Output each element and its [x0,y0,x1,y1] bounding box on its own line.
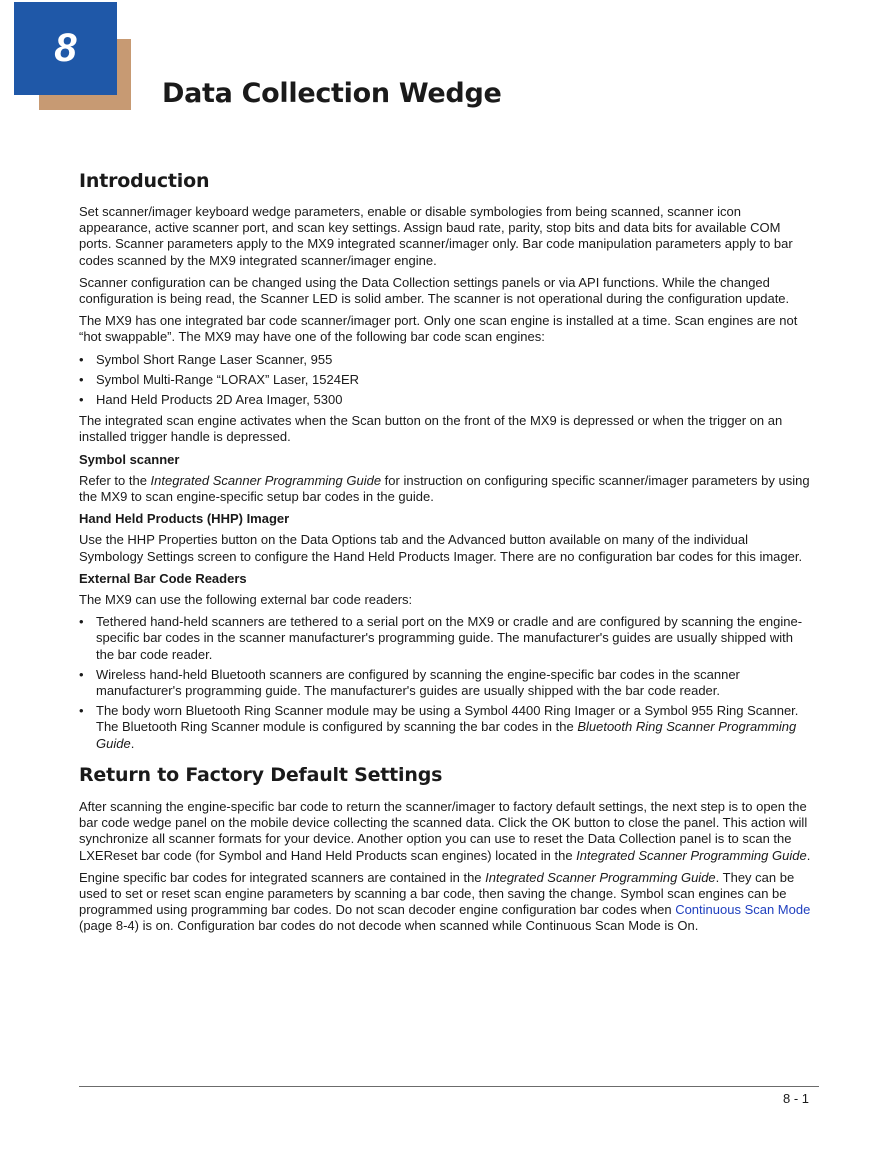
guide-reference: Integrated Scanner Programming Guide [485,869,716,885]
list-item: • Wireless hand-held Bluetooth scanners are configured by scanning the engine-specific bar codes in the scanner manufacturer's programming guide. The manufacturer's guides are usually shipped with the bar code reader. [79,667,813,699]
footer-divider [79,1086,819,1087]
introduction-heading: Introduction [79,170,210,192]
factory-paragraph-1: After scanning the engine-specific bar code to return the scanner/imager to factory default settings, the next step is to open the bar code wedge panel on the mobile device collecting the scanned data. Click the OK button to close the panel. This action will synchronize all scanner formats for your device. Another option you can use to reset the Data Collection panel is to scan the LXEReset bar code (for Symbol and Hand Held Products scan engines) located in the Integrated Scanner Programming Guide. [79,798,811,863]
list-item: • Hand Held Products 2D Area Imager, 5300 [79,392,813,408]
page-content [79,168,813,941]
factory-default-heading: Return to Factory Default Settings [79,763,443,786]
factory-paragraph-2: Engine specific bar codes for integrated scanners are contained in the Integrated Scanner Programming Guide. They can be used to set or reset scan engine parameters by scanning a bar code, then saving the change. Symbol scan engines can be programmed using programming bar codes. Do not scan decoder engine configuration bar codes when Continuous Scan Mode (page 8-4) is on. Configuration bar codes do not decode when scanned while Continuous Scan Mode is On. [79,869,811,934]
chapter-tab [14,2,117,95]
symbol-scanner-heading: Symbol scanner [79,451,180,467]
external-readers-heading: External Bar Code Readers [79,570,247,586]
hhp-imager-heading: Hand Held Products (HHP) Imager [79,511,290,527]
guide-reference: Bluetooth Ring Scanner Programming Guide [96,719,797,751]
scan-engine-list [79,352,813,409]
guide-reference: Integrated Scanner Programming Guide [150,472,382,488]
intro-paragraph-4: The integrated scan engine activates when the Scan button on the front of the MX9 is depressed or when the trigger on an installed trigger handle is depressed. [79,413,783,445]
external-readers-paragraph: The MX9 can use the following external bar code readers: [79,592,413,608]
list-item: • Tethered hand-held scanners are tethered to a serial port on the MX9 or cradle and are configured by scanning the engine-specific bar codes in the scanner manufacturer's programming guide. The manufacturer's guides are usually shipped with the bar code reader. [79,614,813,663]
chapter-title: Data Collection Wedge [162,78,502,109]
page-number: 8 - 1 [782,1091,809,1106]
intro-paragraph-1: Set scanner/imager keyboard wedge parameters, enable or disable symbologies from being scanned, scanner icon appearance, active scanner port, and scan key settings. Assign baud rate, parity, stop bits and data bits for available COM ports. Scanner parameters apply to the MX9 integrated scanner/imager only. Bar code manipulation parameters apply to bar codes scanned by the MX9 integrated scanner/imager engine. [79,204,793,268]
list-item: • Symbol Short Range Laser Scanner, 955 [79,352,813,368]
list-item: • The body worn Bluetooth Ring Scanner module may be using a Symbol 4400 Ring Imager or a Symbol 955 Ring Scanner. The Bluetooth Ring Scanner module is configured by scanning the bar codes in the Bluetooth Ring Scanner Programming Guide. [79,703,813,752]
list-item: • Symbol Multi-Range “LORAX” Laser, 1524ER [79,372,813,388]
intro-paragraph-2: Scanner configuration can be changed using the Data Collection settings panels or via API functions. While the changed configuration is being read, the Scanner LED is solid amber. The scanner is not operational during the configuration update. [79,274,790,307]
continuous-scan-mode-link[interactable]: Continuous Scan Mode [675,902,811,918]
intro-paragraph-3: The MX9 has one integrated bar code scanner/imager port. Only one scan engine is installed at a time. Scan engines are not “hot swappable”. The MX9 may have one of the following bar code scan engines: [79,313,798,345]
guide-reference: Integrated Scanner Programming Guide [576,847,807,863]
hhp-imager-paragraph: Use the HHP Properties button on the Data Options tab and the Advanced button available on many of the individual Symbology Settings screen to configure the Hand Held Products Imager. There are no configuration bar codes for this imager. [79,532,803,564]
external-readers-list [79,614,813,752]
symbol-scanner-paragraph: Refer to the Integrated Scanner Programming Guide for instruction on configuring specific scanner/imager parameters by using the MX9 to scan engine-specific setup bar codes in the guide. [79,472,810,505]
chapter-number: 8 [54,26,77,70]
